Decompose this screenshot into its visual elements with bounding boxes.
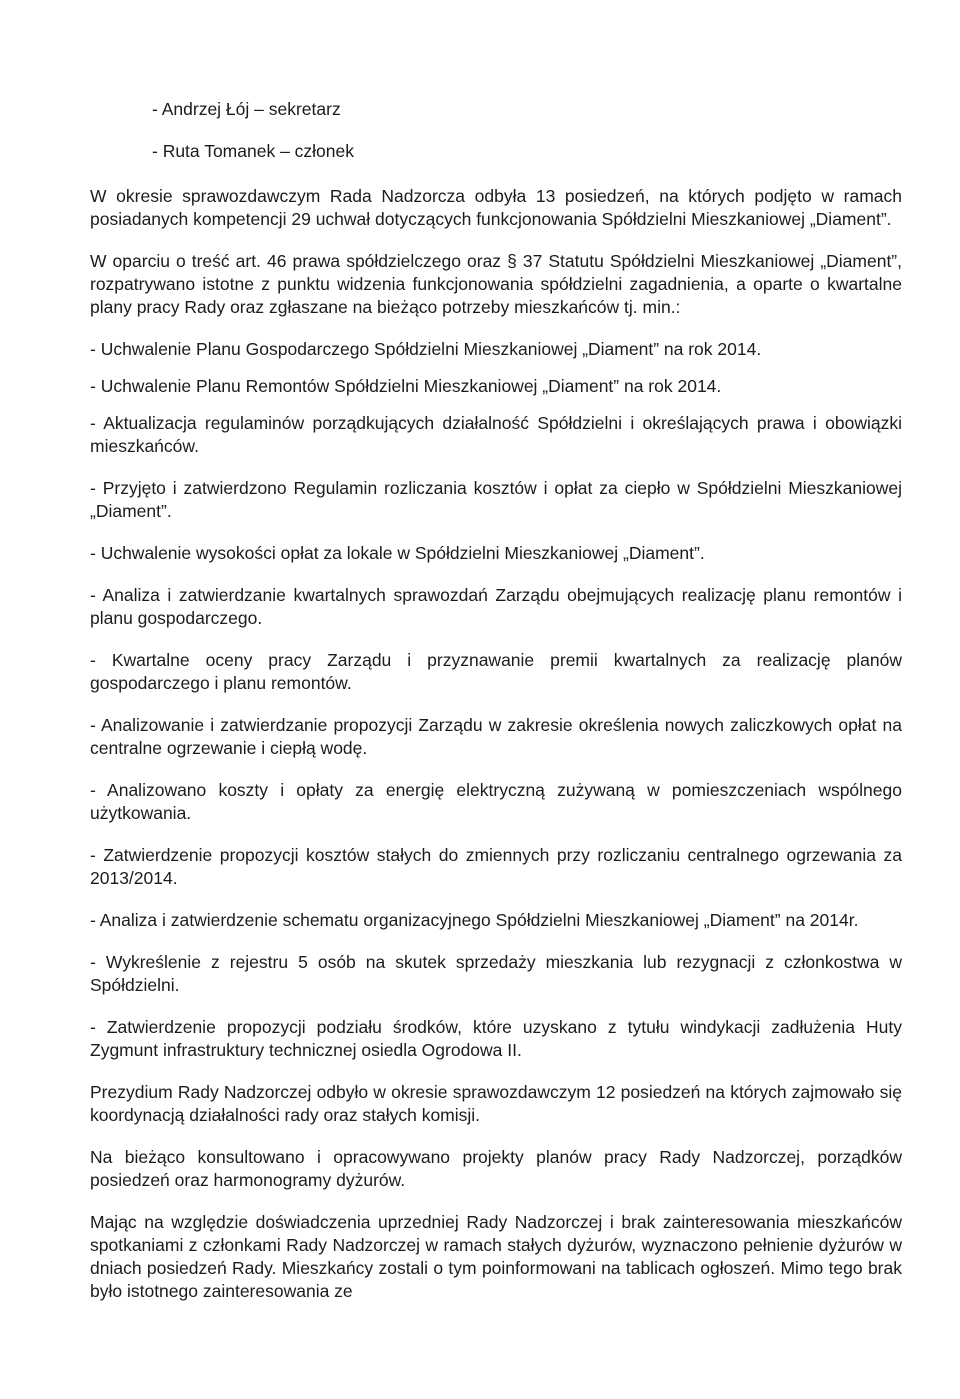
list-item: - Analiza i zatwierdzanie kwartalnych sprawozdań Zarządu obejmujących realizację planu remontów i planu gospodarczego. <box>90 585 902 628</box>
list-item: - Zatwierdzenie propozycji kosztów stałych do zmiennych przy rozliczaniu centralnego ogrzewania za 2013/2014. <box>90 845 902 888</box>
list-item: - Uchwalenie wysokości opłat za lokale w Spółdzielni Mieszkaniowej „Diament”. <box>90 543 705 563</box>
paragraph: Mając na względzie doświadczenia uprzedniej Rady Nadzorczej i brak zainteresowania mieszkańców spotkaniami z członkami Rady Nadzorczej w ramach stałych dyżurów, wyznaczono pełnienie dyżurów w dniach posiedzeń Rady. Mieszkańcy zostali o tym poinformowani na tablicach ogłoszeń. Mimo tego brak było istotnego zainteresowania ze <box>90 1212 902 1301</box>
paragraph: Na bieżąco konsultowano i opracowywano projekty planów pracy Rady Nadzorczej, porządków posiedzeń oraz harmonogramy dyżurów. <box>90 1147 902 1190</box>
list-item: - Uchwalenie Planu Gospodarczego Spółdzielni Mieszkaniowej „Diament” na rok 2014. <box>90 339 762 359</box>
paragraph: W okresie sprawozdawczym Rada Nadzorcza odbyła 13 posiedzeń, na których podjęto w ramach posiadanych kompetencji 29 uchwał dotyczących funkcjonowania Spółdzielni Mieszkaniowej „Diament”. <box>90 186 902 229</box>
board-member-line: - Andrzej Łój – sekretarz <box>152 99 341 119</box>
list-item: - Kwartalne oceny pracy Zarządu i przyznawanie premii kwartalnych za realizację planów gospodarczego i planu remontów. <box>90 650 902 693</box>
paragraph: Prezydium Rady Nadzorczej odbyło w okresie sprawozdawczym 12 posiedzeń na których zajmowało się koordynacją działalności rady oraz stałych komisji. <box>90 1082 902 1125</box>
list-item: - Analizowanie i zatwierdzanie propozycji Zarządu w zakresie określenia nowych zaliczkowych opłat na centralne ogrzewanie i ciepłą wodę. <box>90 715 902 758</box>
document-page <box>90 98 902 1322</box>
list-item: - Aktualizacja regulaminów porządkujących działalność Spółdzielni i określających prawa i obowiązki mieszkańców. <box>90 413 902 456</box>
list-item: - Zatwierdzenie propozycji podziału środków, które uzyskano z tytułu windykacji zadłużenia Huty Zygmunt infrastruktury technicznej osiedla Ogrodowa II. <box>90 1017 902 1060</box>
paragraph: W oparciu o treść art. 46 prawa spółdzielczego oraz § 37 Statutu Spółdzielni Mieszkaniowej „Diament”, rozpatrywano istotne z punktu widzenia funkcjonowania spółdzielni zagadnienia, a oparte o kwartalne plany pracy Rady oraz zgłaszane na bieżąco potrzeby mieszkańców tj. min.: <box>90 251 902 317</box>
list-item: - Przyjęto i zatwierdzono Regulamin rozliczania kosztów i opłat za ciepło w Spółdzielni Mieszkaniowej „Diament”. <box>90 478 902 521</box>
list-item: - Analiza i zatwierdzenie schematu organizacyjnego Spółdzielni Mieszkaniowej „Diament” na 2014r. <box>90 910 859 930</box>
list-item: - Wykreślenie z rejestru 5 osób na skutek sprzedaży mieszkania lub rezygnacji z członkostwa w Spółdzielni. <box>90 952 902 995</box>
list-item: - Uchwalenie Planu Remontów Spółdzielni Mieszkaniowej „Diament” na rok 2014. <box>90 376 722 396</box>
board-member-line: - Ruta Tomanek – członek <box>152 141 355 161</box>
list-item: - Analizowano koszty i opłaty za energię elektryczną zużywaną w pomieszczeniach wspólnego użytkowania. <box>90 780 902 823</box>
